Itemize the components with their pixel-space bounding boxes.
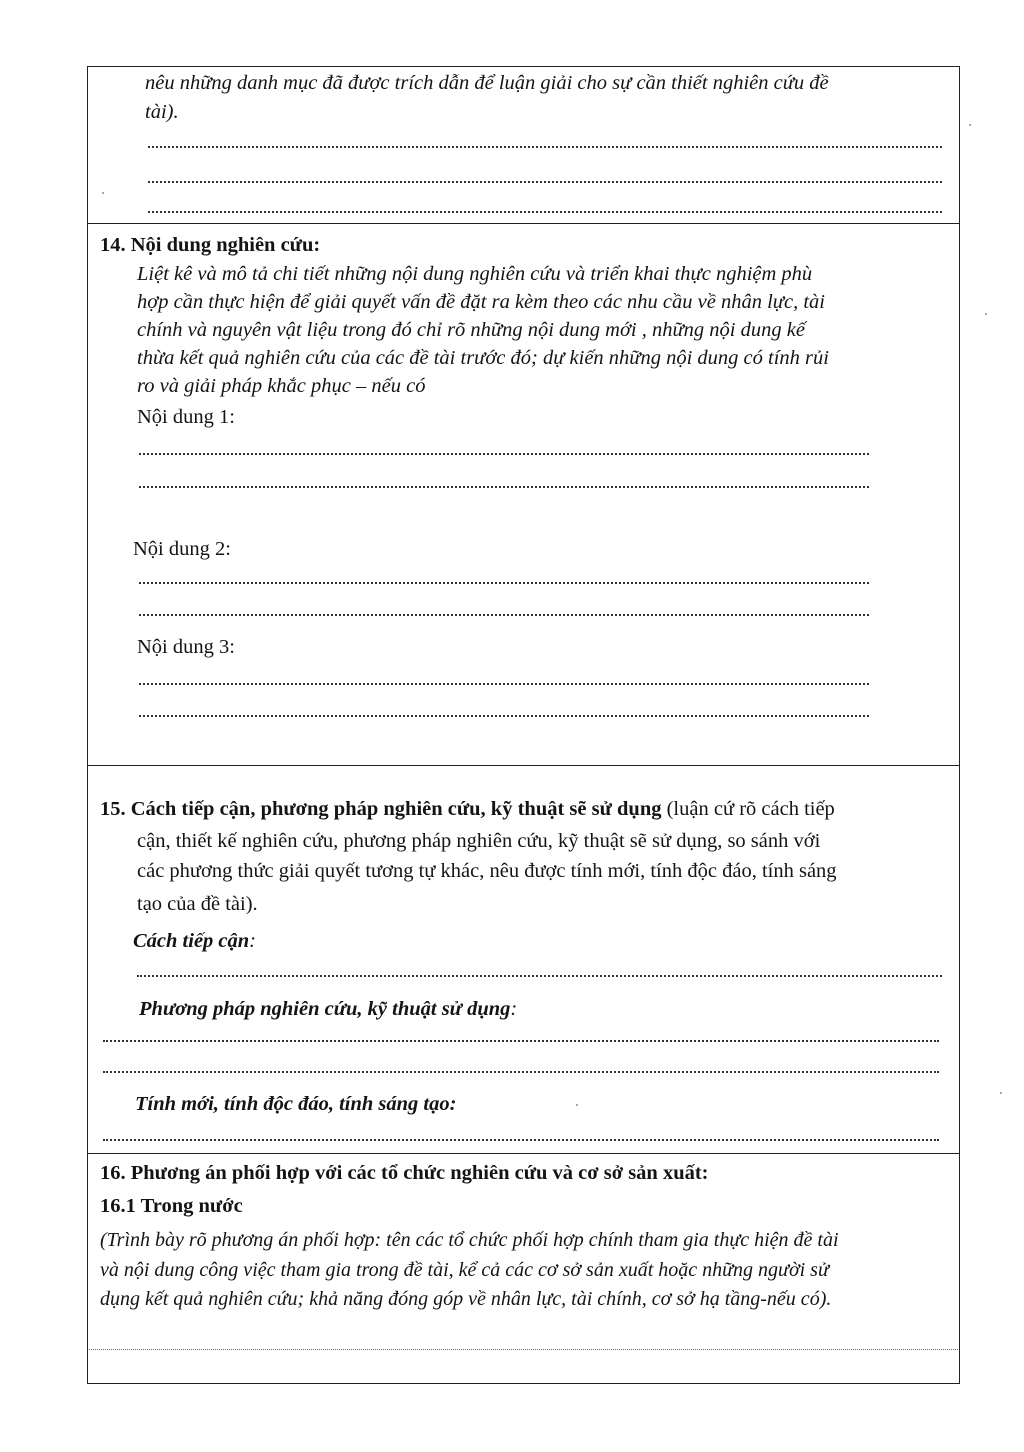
section-16-1-heading: 16.1 Trong nước xyxy=(100,1195,243,1217)
scan-speck xyxy=(102,192,104,194)
method-colon: : xyxy=(510,998,518,1020)
section-15-title: 15. Cách tiếp cận, phương pháp nghiên cứu, kỹ thuật sẽ sử dụng xyxy=(100,798,662,820)
fill-in-line[interactable] xyxy=(139,582,869,584)
sec16-desc-line: dụng kết quả nghiên cứu; khả năng đóng góp về nhân lực, tài chính, cơ sở hạ tầng-nếu có). xyxy=(100,1288,832,1310)
fill-in-line[interactable] xyxy=(139,614,869,616)
sec14-desc-line: chính và nguyên vật liệu trong đó chỉ rõ những nội dung mới , những nội dung kế xyxy=(137,319,805,341)
scan-speck xyxy=(969,124,971,126)
novelty-label: Tính mới, tính độc đáo, tính sáng tạo: xyxy=(135,1093,457,1115)
scan-speck xyxy=(985,313,987,315)
content-2-label: Nội dung 2: xyxy=(133,538,231,560)
fill-in-line[interactable] xyxy=(103,1040,939,1042)
fill-in-line[interactable] xyxy=(103,1071,939,1073)
sec14-desc-line: thừa kết quả nghiên cứu của các đề tài trước đó; dự kiến những nội dung có tính rủi xyxy=(137,347,829,369)
row-divider xyxy=(88,765,959,766)
section-15-heading xyxy=(100,795,835,823)
sec15-desc-line: cận, thiết kế nghiên cứu, phương pháp nghiên cứu, kỹ thuật sẽ sử dụng, so sánh với xyxy=(137,830,821,852)
fill-in-line[interactable] xyxy=(139,486,869,488)
sec14-desc-line: Liệt kê và mô tả chi tiết những nội dung nghiên cứu và triển khai thực nghiệm phù xyxy=(137,263,813,285)
section-15-note: (luận cứ rõ cách tiếp xyxy=(661,798,835,820)
sec13-line: nêu những danh mục đã được trích dẫn để luận giải cho sự cần thiết nghiên cứu đề xyxy=(145,72,829,94)
scan-speck xyxy=(576,1104,578,1106)
fill-in-line[interactable] xyxy=(137,975,942,977)
sec16-desc-line: (Trình bày rõ phương án phối hợp: tên các tổ chức phối hợp chính tham gia thực hiện đề tài xyxy=(100,1229,839,1251)
row-divider xyxy=(88,223,959,224)
fill-in-line[interactable] xyxy=(139,683,869,685)
sec13-line: tài). xyxy=(145,101,179,123)
approach-label xyxy=(133,927,256,955)
approach-colon: : xyxy=(249,930,256,952)
sec15-desc-line: các phương thức giải quyết tương tự khác, nêu được tính mới, tính độc đáo, tính sáng xyxy=(137,860,837,882)
scan-speck xyxy=(1000,1092,1002,1094)
fill-in-line[interactable] xyxy=(148,211,942,213)
fill-in-line[interactable] xyxy=(139,453,869,455)
sec16-desc-line: và nội dung công việc tham gia trong đề tài, kể cả các cơ sở sản xuất hoặc những người sử xyxy=(100,1259,829,1281)
section-16-heading: 16. Phương án phối hợp với các tổ chức nghiên cứu và cơ sở sản xuất: xyxy=(100,1162,709,1184)
sec14-desc-line: ro và giải pháp khắc phục – nếu có xyxy=(137,375,426,397)
sec14-desc-line: hợp cần thực hiện để giải quyết vấn đề đặt ra kèm theo các nhu cầu về nhân lực, tài xyxy=(137,291,825,313)
fill-in-line[interactable] xyxy=(148,146,942,148)
sec15-desc-line: tạo của đề tài). xyxy=(137,893,258,915)
section-14-heading: 14. Nội dung nghiên cứu: xyxy=(100,234,321,256)
content-1-label: Nội dung 1: xyxy=(137,406,235,428)
content-3-label: Nội dung 3: xyxy=(137,636,235,658)
method-text: Phương pháp nghiên cứu, kỹ thuật sử dụng xyxy=(139,998,511,1020)
approach-text: Cách tiếp cận xyxy=(133,930,250,952)
fill-in-line[interactable] xyxy=(103,1139,939,1141)
fill-in-line[interactable] xyxy=(89,1349,958,1350)
fill-in-line[interactable] xyxy=(148,181,942,183)
method-label xyxy=(139,995,517,1023)
row-divider xyxy=(88,1153,959,1154)
fill-in-line[interactable] xyxy=(139,715,869,717)
